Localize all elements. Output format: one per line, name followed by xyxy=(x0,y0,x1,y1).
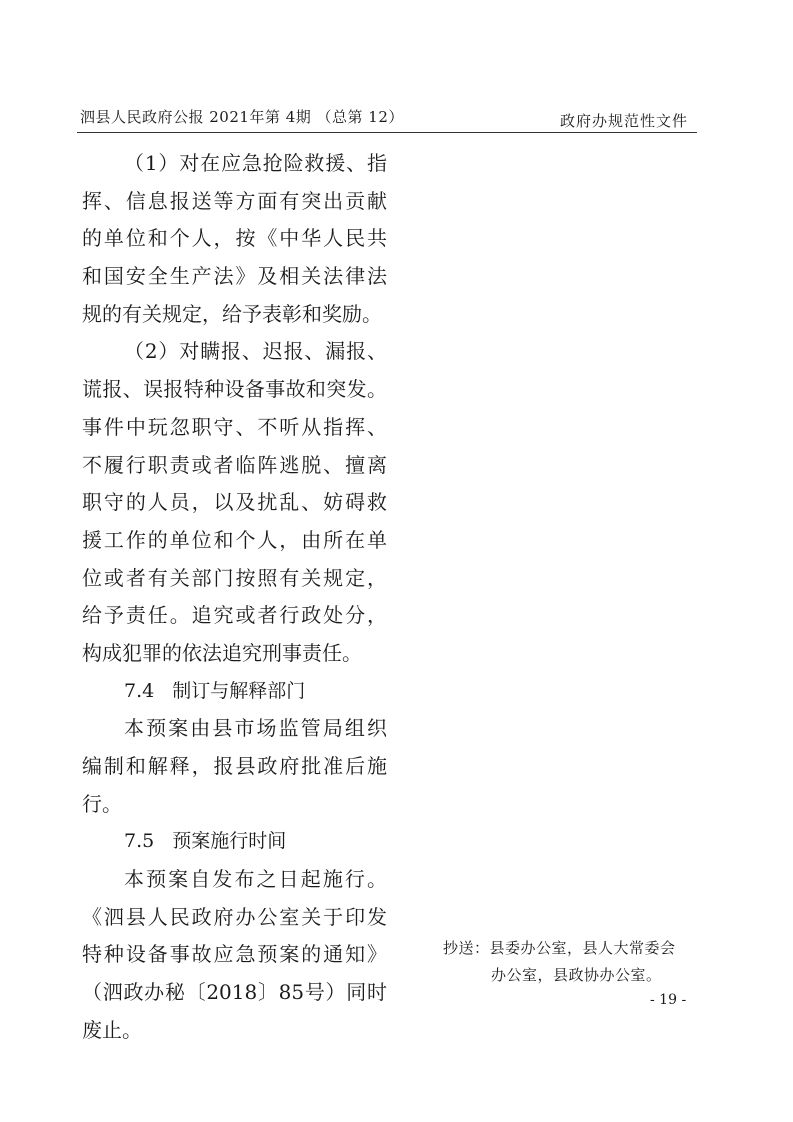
body-line: 编制和解释，报县政府批准后施 xyxy=(82,754,387,778)
section-title: 预案施行时间 xyxy=(172,830,287,853)
body-line: 职守的人员，以及扰乱、妨碍救 xyxy=(82,490,387,515)
header-left: 泗县人民政府公报 2021年第 4期 （总第 12） xyxy=(80,108,404,126)
header-right: 政府办规范性文件 xyxy=(560,112,689,130)
cc-line-1: 抄送：县委办公室，县人大常委会 xyxy=(443,939,676,957)
body-line: 事件中玩忽职守、不听从指挥、 xyxy=(82,414,387,439)
section-heading-7-4 xyxy=(82,673,387,711)
body-line: 不履行职责或者临阵逃脱、擅离 xyxy=(82,452,387,477)
body-line: 的单位和个人，按《中华人民共 xyxy=(82,226,387,251)
body-line: 本预案自发布之日起施行。 xyxy=(124,867,387,892)
body-line: 位或者有关部门按照有关规定， xyxy=(82,565,387,590)
body-line: （2）对瞒报、迟报、漏报、 xyxy=(124,339,387,364)
body-column xyxy=(82,145,387,1050)
body-line: 援工作的单位和个人，由所在单 xyxy=(82,527,387,552)
body-line: 本预案由县市场监管局组织 xyxy=(124,716,387,741)
cc-block xyxy=(443,935,676,989)
cc-line-2: 办公室，县政协办公室。 xyxy=(491,966,662,984)
body-line: 构成犯罪的依法追究刑事责任。 xyxy=(82,640,362,665)
section-heading-7-5 xyxy=(82,823,387,861)
body-line: 谎报、误报特种设备事故和突发。 xyxy=(82,377,387,402)
body-line: （1）对在应急抢险救援、指 xyxy=(124,151,387,175)
body-line: 挥、信息报送等方面有突出贡献 xyxy=(82,188,387,213)
body-line: 给予责任。追究或者行政处分， xyxy=(82,603,387,628)
section-number: 7.4 xyxy=(124,679,155,702)
body-line: 行。 xyxy=(82,791,122,816)
body-line: 废止。 xyxy=(82,1017,142,1042)
body-line: 特种设备事故应急预案的通知》 xyxy=(82,942,387,967)
body-line: （泗政办秘〔2018〕85号）同时 xyxy=(82,980,387,1005)
header-rule xyxy=(77,132,697,133)
body-line: 和国安全生产法》及相关法律法 xyxy=(82,264,387,289)
body-line: 规的有关规定，给予表彰和奖励。 xyxy=(82,301,382,326)
section-title: 制订与解释部门 xyxy=(172,679,306,702)
section-number: 7.5 xyxy=(124,830,155,853)
page-number: - 19 - xyxy=(650,992,687,1008)
body-line: 《泗县人民政府办公室关于印发 xyxy=(82,904,387,929)
